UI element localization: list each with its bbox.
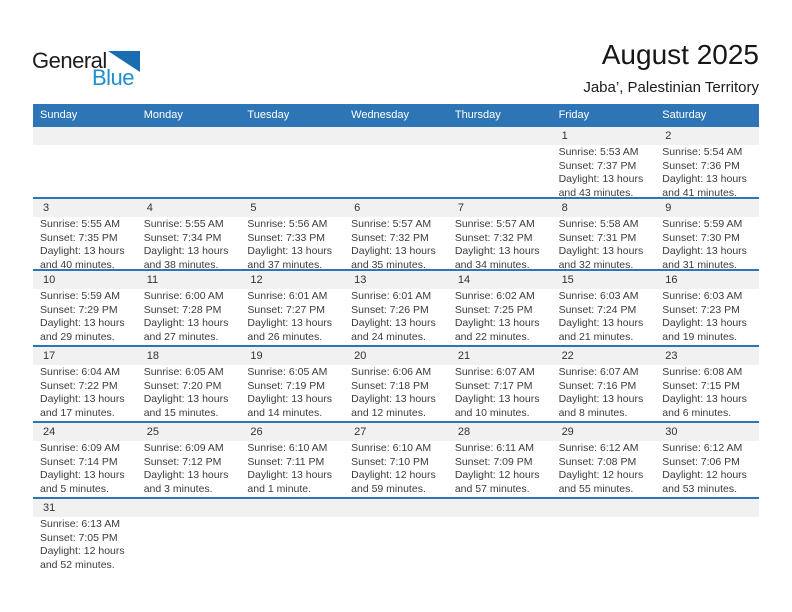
day-number (240, 499, 344, 517)
daylight-text: Daylight: 13 hours and 34 minutes. (454, 245, 540, 269)
week-row (33, 127, 759, 199)
day-info (240, 289, 344, 344)
day-cell-22 (552, 347, 656, 421)
empty-day-cell (448, 499, 552, 575)
day-number: 5 (240, 199, 344, 217)
day-number (344, 499, 448, 517)
day-cell-13 (344, 271, 448, 345)
day-cell-6 (344, 199, 448, 269)
day-number (33, 127, 137, 145)
day-number: 30 (655, 423, 759, 441)
day-cell-26 (240, 423, 344, 497)
daylight-text: Daylight: 12 hours and 53 minutes. (662, 469, 747, 495)
weekday-header-monday: Monday (143, 109, 183, 121)
empty-day-cell (240, 499, 344, 575)
sunset-text: Sunset: 7:35 PM (40, 231, 118, 244)
day-number: 6 (344, 199, 448, 217)
daylight-text: Daylight: 13 hours and 21 minutes. (558, 317, 644, 343)
week-row (33, 499, 759, 575)
day-number (137, 127, 241, 145)
sunrise-text: Sunrise: 6:01 AM (247, 290, 328, 302)
day-number: 22 (552, 347, 656, 365)
daylight-text: Daylight: 13 hours and 6 minutes. (662, 393, 747, 419)
day-number: 16 (655, 271, 759, 289)
daylight-text: Daylight: 13 hours and 27 minutes. (143, 317, 229, 343)
day-number: 21 (448, 347, 552, 365)
sunrise-text: Sunrise: 6:13 AM (40, 518, 120, 530)
daylight-text: Daylight: 13 hours and 31 minutes. (662, 245, 747, 269)
day-info (344, 441, 448, 496)
sunset-text: Sunset: 7:25 PM (454, 303, 533, 316)
calendar-grid (33, 104, 759, 575)
sunrise-text: Sunrise: 6:05 AM (143, 366, 224, 378)
daylight-text: Daylight: 13 hours and 8 minutes. (558, 393, 644, 419)
sunset-text: Sunset: 7:24 PM (558, 303, 637, 316)
day-info (33, 217, 137, 269)
day-number: 7 (448, 199, 552, 217)
weekday-header-saturday: Saturday (662, 109, 707, 121)
day-info (33, 517, 137, 572)
day-number: 17 (33, 347, 137, 365)
day-cell-8 (552, 199, 656, 269)
sunrise-text: Sunrise: 6:07 AM (454, 366, 535, 378)
sunset-text: Sunset: 7:22 PM (40, 379, 118, 392)
daylight-text: Daylight: 13 hours and 35 minutes. (351, 245, 436, 269)
day-info (137, 289, 241, 344)
empty-day-cell (448, 127, 552, 197)
day-cell-5 (240, 199, 344, 269)
sunrise-text: Sunrise: 6:06 AM (351, 366, 432, 378)
daylight-text: Daylight: 12 hours and 55 minutes. (558, 469, 644, 495)
day-cell-23 (655, 347, 759, 421)
day-number: 26 (240, 423, 344, 441)
day-info (240, 217, 344, 269)
sunset-text: Sunset: 7:09 PM (454, 455, 533, 468)
daylight-text: Daylight: 13 hours and 15 minutes. (143, 393, 229, 419)
sunrise-text: Sunrise: 5:59 AM (662, 218, 743, 230)
week-row (33, 199, 759, 271)
day-cell-12 (240, 271, 344, 345)
sunset-text: Sunset: 7:36 PM (662, 159, 740, 172)
day-cell-24 (33, 423, 137, 497)
day-cell-30 (655, 423, 759, 497)
day-number: 15 (552, 271, 656, 289)
day-number: 3 (33, 199, 137, 217)
weekday-header-thursday: Thursday (454, 109, 501, 121)
sunset-text: Sunset: 7:37 PM (558, 159, 637, 172)
sunrise-text: Sunrise: 6:07 AM (558, 366, 639, 378)
day-cell-18 (137, 347, 241, 421)
day-number: 28 (448, 423, 552, 441)
day-info (137, 441, 241, 496)
sunrise-text: Sunrise: 6:10 AM (247, 442, 328, 454)
empty-day-cell (344, 127, 448, 197)
day-info (655, 365, 759, 420)
sunset-text: Sunset: 7:05 PM (40, 531, 118, 544)
sunrise-text: Sunrise: 6:03 AM (662, 290, 743, 302)
empty-day-cell (552, 499, 656, 575)
sunrise-text: Sunrise: 6:10 AM (351, 442, 432, 454)
sunrise-text: Sunrise: 5:54 AM (662, 146, 743, 158)
empty-day-cell (33, 127, 137, 197)
sunset-text: Sunset: 7:34 PM (143, 231, 222, 244)
day-info (655, 441, 759, 496)
day-info (240, 365, 344, 420)
logo-blue-text: Blue (92, 65, 135, 90)
day-cell-9 (655, 199, 759, 269)
sunset-text: Sunset: 7:27 PM (247, 303, 326, 316)
sunrise-text: Sunrise: 5:55 AM (143, 218, 224, 230)
empty-day-cell (137, 499, 241, 575)
day-info (33, 289, 137, 344)
day-info (448, 217, 552, 269)
sunset-text: Sunset: 7:08 PM (558, 455, 637, 468)
day-info (552, 145, 656, 197)
sunset-text: Sunset: 7:30 PM (662, 231, 740, 244)
day-number: 25 (137, 423, 241, 441)
day-number: 11 (137, 271, 241, 289)
daylight-text: Daylight: 12 hours and 57 minutes. (454, 469, 540, 495)
sunset-text: Sunset: 7:33 PM (247, 231, 326, 244)
day-cell-4 (137, 199, 241, 269)
day-number (240, 127, 344, 145)
day-number (655, 499, 759, 517)
daylight-text: Daylight: 13 hours and 29 minutes. (40, 317, 125, 343)
day-info (137, 217, 241, 269)
week-row (33, 271, 759, 347)
sunrise-text: Sunrise: 6:09 AM (40, 442, 120, 454)
empty-day-cell (344, 499, 448, 575)
day-cell-3 (33, 199, 137, 269)
day-number: 24 (33, 423, 137, 441)
day-number: 8 (552, 199, 656, 217)
day-number: 10 (33, 271, 137, 289)
day-info (448, 441, 552, 496)
sunrise-text: Sunrise: 6:03 AM (558, 290, 639, 302)
day-cell-29 (552, 423, 656, 497)
day-number (137, 499, 241, 517)
day-info (655, 145, 759, 197)
sunrise-text: Sunrise: 5:56 AM (247, 218, 328, 230)
sunrise-text: Sunrise: 6:12 AM (662, 442, 743, 454)
empty-day-cell (137, 127, 241, 197)
sunset-text: Sunset: 7:32 PM (351, 231, 429, 244)
day-info (552, 217, 656, 269)
empty-day-cell (655, 499, 759, 575)
weekday-header-friday: Friday (558, 109, 590, 121)
day-cell-28 (448, 423, 552, 497)
day-info (344, 289, 448, 344)
sunset-text: Sunset: 7:06 PM (662, 455, 740, 468)
sunrise-text: Sunrise: 6:05 AM (247, 366, 328, 378)
day-number: 1 (552, 127, 656, 145)
day-number: 9 (655, 199, 759, 217)
daylight-text: Daylight: 12 hours and 52 minutes. (40, 545, 125, 571)
sunset-text: Sunset: 7:31 PM (558, 231, 637, 244)
weekday-header-wednesday: Wednesday (351, 109, 410, 121)
day-info (240, 441, 344, 496)
day-cell-25 (137, 423, 241, 497)
day-number: 4 (137, 199, 241, 217)
daylight-text: Daylight: 12 hours and 59 minutes. (351, 469, 436, 495)
day-info (552, 365, 656, 420)
daylight-text: Daylight: 13 hours and 32 minutes. (558, 245, 644, 269)
daylight-text: Daylight: 13 hours and 1 minute. (247, 469, 333, 495)
weekday-header-tuesday: Tuesday (247, 109, 290, 121)
day-cell-27 (344, 423, 448, 497)
day-cell-2 (655, 127, 759, 197)
day-info (655, 289, 759, 344)
sunrise-text: Sunrise: 5:58 AM (558, 218, 639, 230)
sunrise-text: Sunrise: 6:04 AM (40, 366, 120, 378)
day-number (552, 499, 656, 517)
calendar-header (583, 40, 759, 96)
day-cell-19 (240, 347, 344, 421)
empty-day-cell (240, 127, 344, 197)
sunrise-text: Sunrise: 6:01 AM (351, 290, 432, 302)
daylight-text: Daylight: 13 hours and 5 minutes. (40, 469, 125, 495)
sunrise-text: Sunrise: 6:12 AM (558, 442, 639, 454)
daylight-text: Daylight: 13 hours and 17 minutes. (40, 393, 125, 419)
day-number: 23 (655, 347, 759, 365)
location-subtitle: Jaba’, Palestinian Territory (583, 79, 759, 96)
daylight-text: Daylight: 13 hours and 40 minutes. (40, 245, 125, 269)
general-blue-logo (32, 50, 140, 88)
day-cell-21 (448, 347, 552, 421)
day-info (344, 217, 448, 269)
daylight-text: Daylight: 13 hours and 12 minutes. (351, 393, 436, 419)
day-number (448, 127, 552, 145)
day-cell-17 (33, 347, 137, 421)
sunset-text: Sunset: 7:12 PM (143, 455, 222, 468)
day-number: 29 (552, 423, 656, 441)
day-cell-10 (33, 271, 137, 345)
day-number: 13 (344, 271, 448, 289)
day-number: 19 (240, 347, 344, 365)
logo-general-text: General (32, 48, 107, 73)
sunset-text: Sunset: 7:10 PM (351, 455, 429, 468)
sunrise-text: Sunrise: 5:59 AM (40, 290, 120, 302)
daylight-text: Daylight: 13 hours and 41 minutes. (662, 173, 747, 197)
day-number: 2 (655, 127, 759, 145)
sunset-text: Sunset: 7:19 PM (247, 379, 326, 392)
day-number: 12 (240, 271, 344, 289)
sunset-text: Sunset: 7:29 PM (40, 303, 118, 316)
daylight-text: Daylight: 13 hours and 3 minutes. (143, 469, 229, 495)
day-number (448, 499, 552, 517)
sunset-text: Sunset: 7:23 PM (662, 303, 740, 316)
day-number (344, 127, 448, 145)
weeks-container (33, 127, 759, 575)
sunset-text: Sunset: 7:18 PM (351, 379, 429, 392)
day-cell-14 (448, 271, 552, 345)
week-row (33, 423, 759, 499)
day-cell-16 (655, 271, 759, 345)
day-info (137, 365, 241, 420)
day-info (33, 365, 137, 420)
day-number: 14 (448, 271, 552, 289)
day-info (552, 289, 656, 344)
sunset-text: Sunset: 7:11 PM (247, 455, 325, 468)
weekday-header-row (33, 104, 759, 127)
sunrise-text: Sunrise: 5:55 AM (40, 218, 120, 230)
day-number: 18 (137, 347, 241, 365)
day-number: 31 (33, 499, 137, 517)
day-info (448, 289, 552, 344)
sunset-text: Sunset: 7:15 PM (662, 379, 740, 392)
day-cell-15 (552, 271, 656, 345)
day-cell-31 (33, 499, 137, 575)
day-info (344, 365, 448, 420)
day-cell-11 (137, 271, 241, 345)
sunset-text: Sunset: 7:14 PM (40, 455, 118, 468)
day-info (33, 441, 137, 496)
sunrise-text: Sunrise: 6:08 AM (662, 366, 743, 378)
day-info (552, 441, 656, 496)
sunrise-text: Sunrise: 6:11 AM (454, 442, 535, 454)
day-cell-1 (552, 127, 656, 197)
month-title: August 2025 (601, 39, 759, 70)
sunrise-text: Sunrise: 5:53 AM (558, 146, 639, 158)
sunrise-text: Sunrise: 5:57 AM (454, 218, 535, 230)
sunset-text: Sunset: 7:20 PM (143, 379, 222, 392)
sunrise-text: Sunrise: 5:57 AM (351, 218, 432, 230)
sunset-text: Sunset: 7:26 PM (351, 303, 429, 316)
sunset-text: Sunset: 7:28 PM (143, 303, 222, 316)
daylight-text: Daylight: 13 hours and 38 minutes. (143, 245, 229, 269)
sunset-text: Sunset: 7:16 PM (558, 379, 637, 392)
sunrise-text: Sunrise: 6:00 AM (143, 290, 224, 302)
daylight-text: Daylight: 13 hours and 10 minutes. (454, 393, 540, 419)
daylight-text: Daylight: 13 hours and 26 minutes. (247, 317, 333, 343)
daylight-text: Daylight: 13 hours and 14 minutes. (247, 393, 333, 419)
sunrise-text: Sunrise: 6:09 AM (143, 442, 224, 454)
daylight-text: Daylight: 13 hours and 43 minutes. (558, 173, 644, 197)
day-info (655, 217, 759, 269)
daylight-text: Daylight: 13 hours and 37 minutes. (247, 245, 333, 269)
day-number: 27 (344, 423, 448, 441)
day-number: 20 (344, 347, 448, 365)
daylight-text: Daylight: 13 hours and 22 minutes. (454, 317, 540, 343)
sunset-text: Sunset: 7:32 PM (454, 231, 533, 244)
sunset-text: Sunset: 7:17 PM (454, 379, 533, 392)
day-cell-7 (448, 199, 552, 269)
day-cell-20 (344, 347, 448, 421)
weekday-header-sunday: Sunday (40, 109, 78, 121)
daylight-text: Daylight: 13 hours and 19 minutes. (662, 317, 747, 343)
sunrise-text: Sunrise: 6:02 AM (454, 290, 535, 302)
day-info (448, 365, 552, 420)
week-row (33, 347, 759, 423)
daylight-text: Daylight: 13 hours and 24 minutes. (351, 317, 436, 343)
